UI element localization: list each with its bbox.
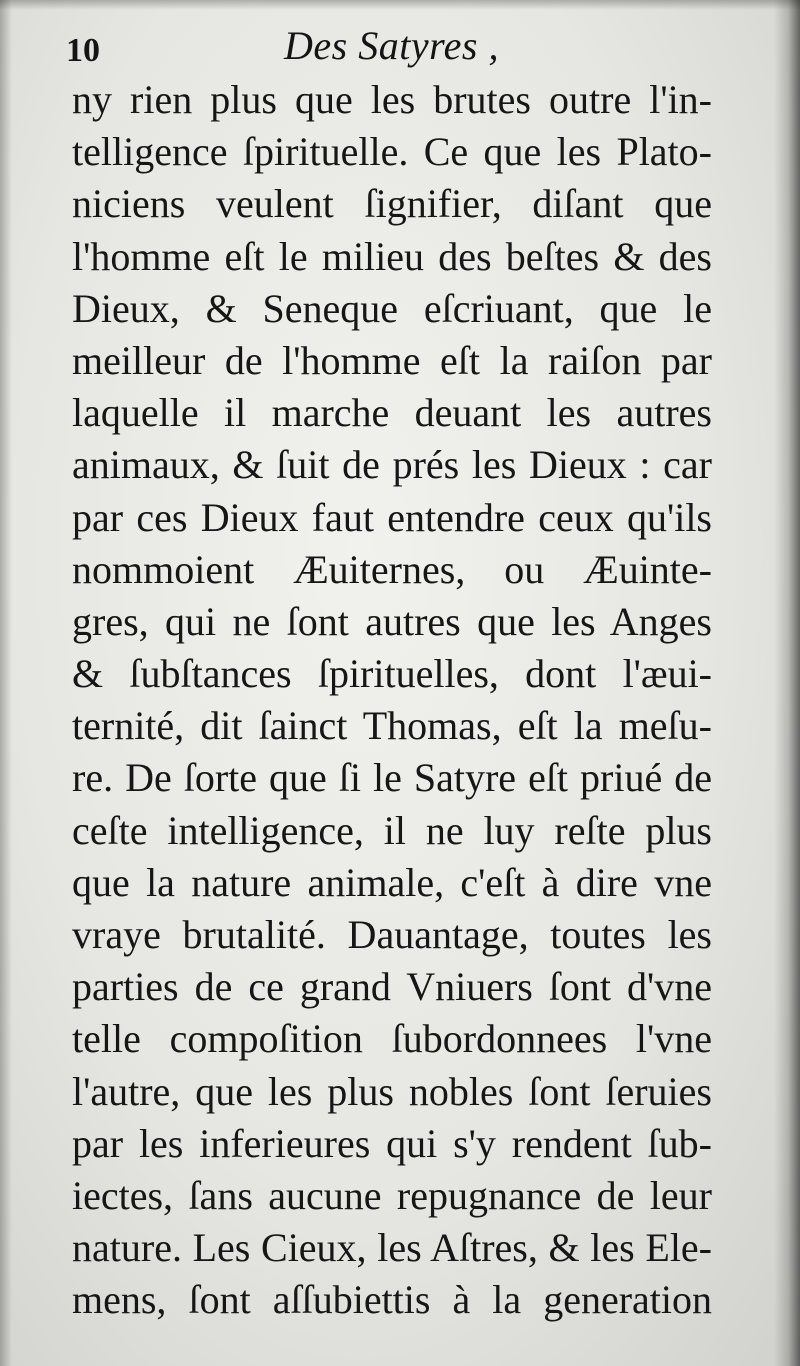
text-line: l'homme eſt le milieu des beſtes & des: [72, 233, 712, 279]
page-top-shadow: [0, 0, 800, 10]
text-line: niciens veulent ſignifier, diſant que: [72, 181, 712, 227]
text-line: vraye brutalité. Dauantage, toutes les: [72, 912, 712, 957]
page-number: 10: [66, 32, 100, 69]
text-line: gres, qui ne ſont autres que les Anges: [72, 598, 712, 644]
text-line: meilleur de l'homme eſt la raiſon par: [72, 337, 712, 383]
text-line: ny rien plus que les brutes outre l'in-: [72, 77, 712, 122]
text-line: Dieux, & Seneque eſcriuant, que le: [72, 285, 712, 331]
text-line: ternité, dit ſainct Thomas, eſt la meſu-: [72, 703, 712, 749]
text-line: nature. Les Cieux, les Aſtres, & les Ele-: [72, 1225, 712, 1271]
text-line: telligence ſpirituelle. Ce que les Plato-: [72, 129, 712, 175]
page-header: [66, 22, 716, 80]
text-line: telle compoſition ſubordonnees l'vne: [72, 1016, 712, 1062]
text-line: animaux, & ſuit de prés les Dieux : car: [72, 442, 712, 488]
text-line: par les inferieures qui s'y rendent ſub-: [72, 1120, 712, 1166]
text-line: nommoient Æuiternes, ou Æuinte-: [72, 546, 712, 592]
text-line: parties de ce grand Vniuers ſont d'vne: [72, 964, 712, 1010]
page-edge-shadow: [774, 0, 800, 1366]
text-line: iectes, ſans aucune repugnance de leur: [72, 1172, 712, 1218]
running-head: Des Satyres ,: [284, 23, 499, 68]
text-line: re. De ſorte que ſi le Satyre eſt priué de: [72, 755, 712, 801]
body-text: [72, 74, 712, 1327]
text-line: & ſubſtances ſpirituelles, dont l'æui-: [72, 651, 712, 697]
text-line: que la nature animale, c'eſt à dire vne: [72, 859, 712, 905]
text-line: ceſte intelligence, il ne luy reſte plus: [72, 807, 712, 853]
text-line: l'autre, que les plus nobles ſont ſeruies: [72, 1068, 712, 1114]
page-gutter-shadow: [0, 0, 12, 1366]
text-line: mens, ſont aſſubiettis à la generation: [72, 1277, 712, 1323]
text-line: laquelle il marche deuant les autres: [72, 390, 712, 436]
text-line: par ces Dieux faut entendre ceux qu'ils: [72, 494, 712, 540]
